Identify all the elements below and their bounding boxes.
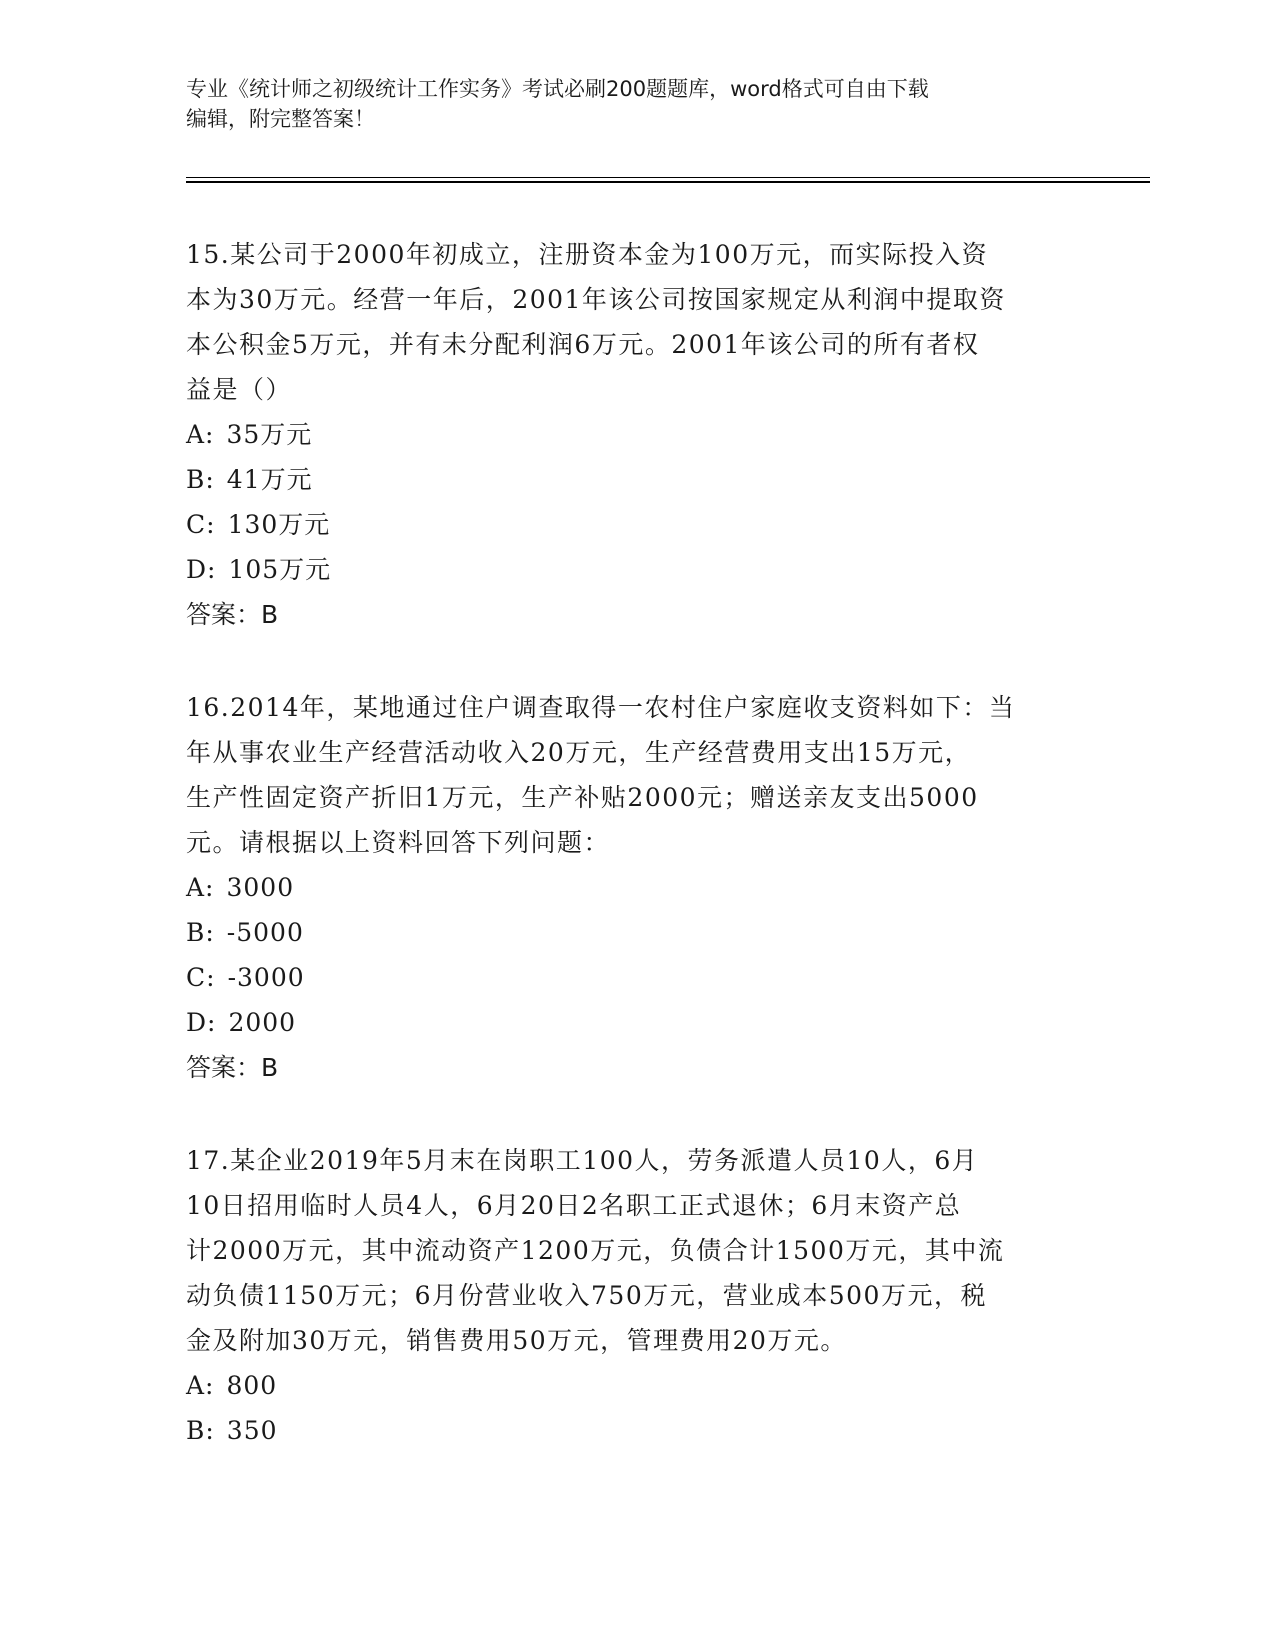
option-a (186, 865, 1086, 910)
question-16 (186, 685, 1086, 1090)
option-key: A: (186, 873, 215, 902)
document-header (186, 74, 1066, 134)
option-b (186, 1408, 1086, 1453)
question-stem-line: 本公积金5万元，并有未分配利润6万元。2001年该公司的所有者权 (186, 330, 980, 359)
question-stem-line: 10日招用临时人员4人，6月20日2名职工正式退休；6月末资产总 (186, 1191, 962, 1220)
option-text: -3000 (227, 963, 305, 992)
header-divider-thick (186, 181, 1150, 183)
option-key: B: (186, 1416, 215, 1445)
option-text: -5000 (226, 918, 304, 947)
question-17 (186, 1138, 1086, 1453)
answer-line: 答案：B (186, 600, 279, 629)
option-b (186, 910, 1086, 955)
question-stem-line: 动负债1150万元；6月份营业收入750万元，营业成本500万元，税 (186, 1281, 987, 1310)
option-c (186, 502, 1086, 547)
option-text: 130万元 (227, 510, 331, 539)
question-stem-line: 年从事农业生产经营活动收入20万元，生产经营费用支出15万元， (186, 738, 972, 767)
option-text: 350 (226, 1416, 278, 1445)
question-stem-line: 元。请根据以上资料回答下列问题： (186, 828, 611, 857)
question-stem-line: 生产性固定资产折旧1万元，生产补贴2000元；赠送亲友支出5000 (186, 783, 979, 812)
question-stem-line: 益是（） (186, 375, 293, 404)
option-a (186, 412, 1086, 457)
option-text: 41万元 (226, 465, 313, 494)
question-stem-line: 17.某企业2019年5月末在岗职工100人，劳务派遣人员10人，6月 (186, 1146, 979, 1175)
question-stem-line: 计2000万元，其中流动资产1200万元，负债合计1500万元，其中流 (186, 1236, 1005, 1265)
header-divider-thin (186, 177, 1150, 178)
header-line-2: 编辑，附完整答案！ (186, 107, 375, 131)
option-key: B: (186, 918, 215, 947)
option-a (186, 1363, 1086, 1408)
option-text: 35万元 (226, 420, 313, 449)
option-key: A: (186, 420, 215, 449)
option-key: B: (186, 465, 215, 494)
option-text: 2000 (228, 1008, 297, 1037)
question-stem-line: 本为30万元。经营一年后，2001年该公司按国家规定从利润中提取资 (186, 285, 1006, 314)
question-stem-line: 16.2014年，某地通过住户调查取得一农村住户家庭收支资料如下：当 (186, 693, 1016, 722)
option-b (186, 457, 1086, 502)
option-d (186, 1000, 1086, 1045)
option-key: A: (186, 1371, 215, 1400)
option-key: C: (186, 510, 216, 539)
question-stem-line: 金及附加30万元，销售费用50万元，管理费用20万元。 (186, 1326, 847, 1355)
option-c (186, 955, 1086, 1000)
option-text: 3000 (226, 873, 295, 902)
option-key: D: (186, 555, 217, 584)
question-stem-line: 15.某公司于2000年初成立，注册资本金为100万元，而实际投入资 (186, 240, 989, 269)
header-line-1: 专业《统计师之初级统计工作实务》考试必刷200题题库，word格式可自由下载 (186, 77, 929, 101)
option-text: 105万元 (228, 555, 332, 584)
option-key: C: (186, 963, 216, 992)
answer-line: 答案：B (186, 1053, 279, 1082)
question-15 (186, 232, 1086, 637)
option-key: D: (186, 1008, 217, 1037)
option-text: 800 (226, 1371, 278, 1400)
option-d (186, 547, 1086, 592)
